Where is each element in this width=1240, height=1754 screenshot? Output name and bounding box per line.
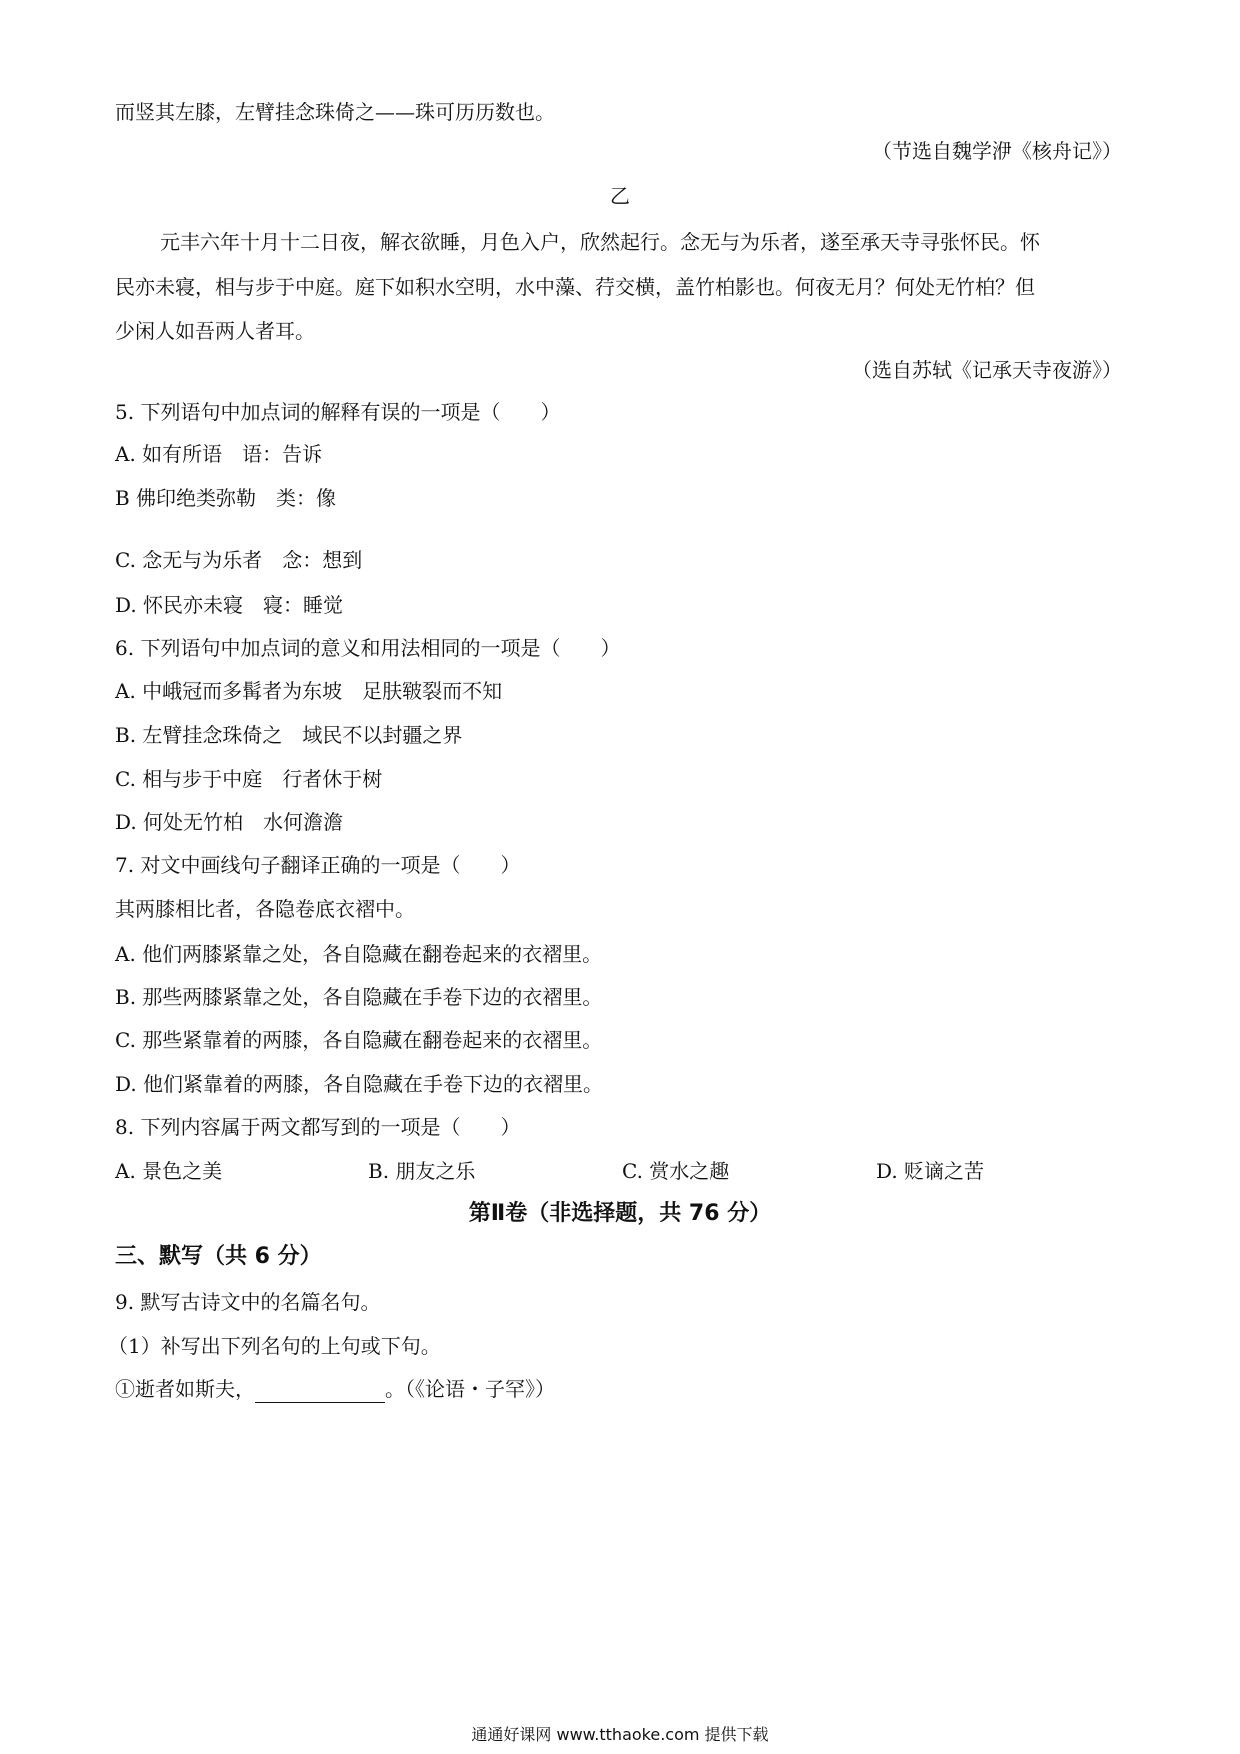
q5-stem: 5. 下列语句中加点词的解释有误的一项是（ ） [115,400,561,424]
q5-option-a: A. 如有所语 语：告诉 [115,442,323,466]
passage-a-tail: 而竖其左膝，左臂挂念珠倚之——珠可历历数也。 [115,100,555,124]
page-footer: 通通好课网 www.tthaoke.com 提供下载 [471,1725,769,1744]
q9-item-1-suffix: 。（《论语・子罕》） [385,1377,555,1401]
answer-blank[interactable] [255,1380,385,1403]
q6-stem: 6. 下列语句中加点词的意义和用法相同的一项是（ ） [115,636,621,660]
q6-option-c: C. 相与步于中庭 行者休于树 [115,767,383,791]
q5-option-d: D. 怀民亦未寝 寝：睡觉 [115,593,344,617]
q9-item-1 [115,1375,555,1403]
passage-a-source: （节选自魏学洢《核舟记》） [872,139,1122,163]
q9-sub-1: （1）补写出下列名句的上句或下句。 [108,1334,441,1358]
passage-b-line-2: 民亦未寝，相与步于中庭。庭下如积水空明，水中藻、荇交横，盖竹柏影也。何夜无月？何处无竹柏？但 [115,275,1035,299]
q9-stem: 9. 默写古诗文中的名篇名句。 [115,1290,381,1314]
q7-option-b: B. 那些两膝紧靠之处，各自隐藏在手卷下边的衣褶里。 [115,985,603,1009]
q9-item-1-prefix: ①逝者如斯夫， [115,1377,255,1401]
q8-option-c: C. 赏水之趣 [622,1159,730,1183]
q8-stem: 8. 下列内容属于两文都写到的一项是（ ） [115,1115,521,1139]
q6-option-a: A. 中峨冠而多髯者为东坡 足肤皲裂而不知 [115,679,503,703]
q7-option-a: A. 他们两膝紧靠之处，各自隐藏在翻卷起来的衣褶里。 [115,942,603,966]
q7-option-c: C. 那些紧靠着的两膝，各自隐藏在翻卷起来的衣褶里。 [115,1028,603,1052]
part-2-title: 第Ⅱ卷（非选择题，共 76 分） [468,1201,772,1226]
passage-b-line-3: 少闲人如吾两人者耳。 [115,319,315,343]
q8-option-d: D. 贬谪之苦 [876,1159,985,1183]
passage-b-source: （选自苏轼《记承天寺夜游》） [852,358,1122,382]
q7-sentence: 其两膝相比者，各隐卷底衣褶中。 [115,897,415,921]
q7-stem: 7. 对文中画线句子翻译正确的一项是（ ） [115,853,521,877]
q6-option-b: B. 左臂挂念珠倚之 域民不以封疆之界 [115,723,463,747]
q8-option-a: A. 景色之美 [115,1159,223,1183]
passage-b-line-1: 元丰六年十月十二日夜，解衣欲睡，月色入户，欣然起行。念无与为乐者，遂至承天寺寻张怀民。怀 [160,230,1040,254]
section-3-title: 三、默写（共 6 分） [115,1244,322,1269]
q7-option-d: D. 他们紧靠着的两膝，各自隐藏在手卷下边的衣褶里。 [115,1072,604,1096]
q8-option-b: B. 朋友之乐 [368,1159,476,1183]
q5-option-b: B 佛印绝类弥勒 类：像 [115,486,337,510]
passage-b-heading: 乙 [610,184,630,208]
q6-option-d: D. 何处无竹柏 水何澹澹 [115,810,344,834]
q5-option-c: C. 念无与为乐者 念：想到 [115,548,363,572]
